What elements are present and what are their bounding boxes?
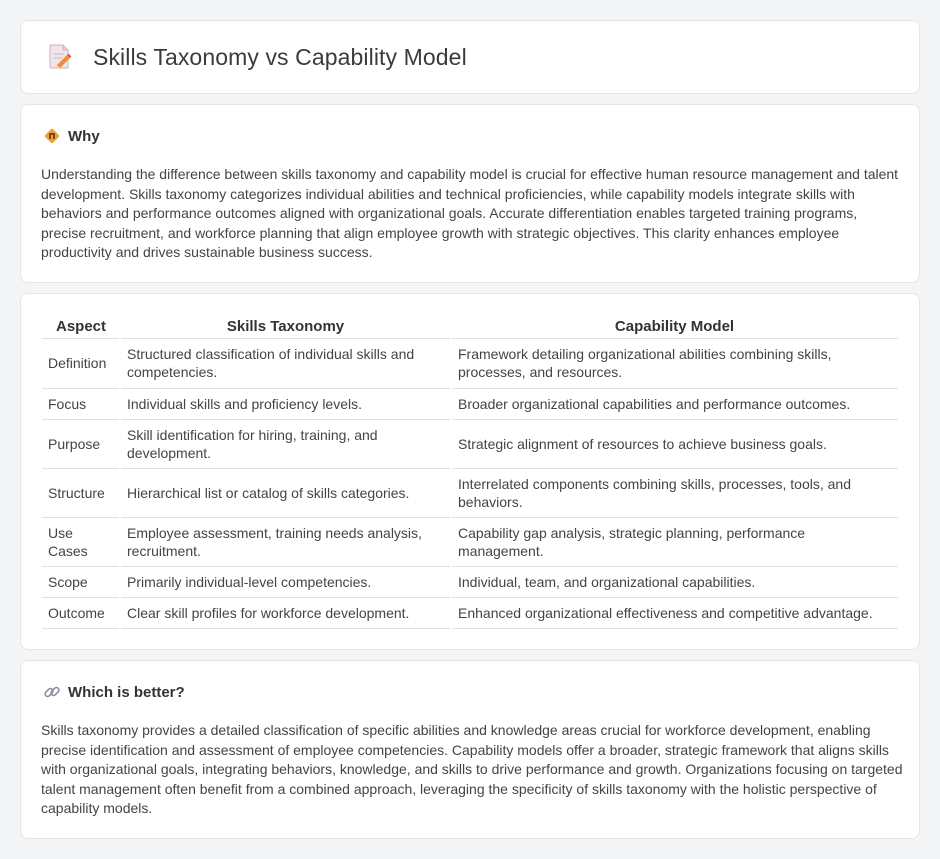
row-capability: Individual, team, and organizational capabilities.	[451, 566, 898, 597]
table-row	[42, 517, 898, 566]
comparison-section	[20, 293, 920, 650]
better-heading: Which is better?	[68, 683, 185, 701]
table-header-row	[42, 318, 898, 338]
header-capability-model: Capability Model	[614, 318, 735, 336]
table-row	[42, 468, 898, 517]
link-icon	[43, 683, 61, 701]
row-skills: Skill identification for hiring, training, and development.	[120, 419, 451, 468]
row-skills: Structured classification of individual skills and competencies.	[120, 338, 451, 388]
row-aspect: Structure	[42, 468, 120, 517]
header-aspect: Aspect	[55, 318, 107, 336]
diamond-sign-icon	[43, 127, 61, 145]
row-aspect: Purpose	[42, 419, 120, 468]
row-skills: Primarily individual-level competencies.	[120, 566, 451, 597]
why-section	[20, 104, 920, 283]
row-aspect: Use Cases	[42, 517, 120, 566]
table-row	[42, 419, 898, 468]
row-capability: Enhanced organizational effectiveness and competitive advantage.	[451, 597, 898, 628]
row-aspect: Focus	[42, 388, 120, 419]
row-capability: Strategic alignment of resources to achieve business goals.	[451, 419, 898, 468]
row-aspect: Outcome	[42, 597, 120, 628]
header-skills-taxonomy: Skills Taxonomy	[226, 318, 345, 336]
why-text: Understanding the difference between skills taxonomy and capability model is crucial for effective human resource management and talent development. Skills taxonomy categorizes individual abilities and technical proficiencies, while capability models integrate skills with behaviors and performance outcomes aligned with organizational goals. Accurate differentiation enables targeted training programs, precise recruitment, and workforce planning that align employee growth with strategic objectives. This clarity enhances employee productivity and drives sustainable business success.	[41, 166, 899, 261]
table-row	[42, 597, 898, 628]
row-capability: Interrelated components combining skills, processes, tools, and behaviors.	[451, 468, 898, 517]
title-card	[20, 20, 920, 94]
better-text: Skills taxonomy provides a detailed classification of specific abilities and knowledge areas crucial for workforce development, enabling precise identification and assessment of employee competencies. Capability models offer a broader, strategic framework that aligns skills with organizational goals, integrating behaviors, knowledge, and skills to drive performance and growth. Organizations focusing on targeted talent management often benefit from a combined approach, leveraging the specificity of skills taxonomy with the holistic perspective of capability models.	[41, 722, 903, 817]
row-aspect: Definition	[42, 338, 120, 388]
row-capability: Capability gap analysis, strategic planning, performance management.	[451, 517, 898, 566]
row-skills: Hierarchical list or catalog of skills categories.	[120, 468, 451, 517]
comparison-table	[42, 318, 898, 629]
row-skills: Employee assessment, training needs analysis, recruitment.	[120, 517, 451, 566]
table-row	[42, 388, 898, 419]
table-row	[42, 566, 898, 597]
table-row	[42, 338, 898, 388]
row-skills: Clear skill profiles for workforce development.	[120, 597, 451, 628]
row-capability: Framework detailing organizational abilities combining skills, processes, and resources.	[451, 338, 898, 388]
document-pencil-icon	[47, 43, 73, 71]
row-skills: Individual skills and proficiency levels.	[120, 388, 451, 419]
page-title: Skills Taxonomy vs Capability Model	[93, 43, 467, 70]
row-aspect: Scope	[42, 566, 120, 597]
why-heading: Why	[68, 127, 100, 145]
row-capability: Broader organizational capabilities and performance outcomes.	[451, 388, 898, 419]
title-row	[47, 43, 467, 71]
why-heading-row	[43, 127, 100, 145]
better-heading-row	[43, 683, 185, 701]
better-section	[20, 660, 920, 839]
